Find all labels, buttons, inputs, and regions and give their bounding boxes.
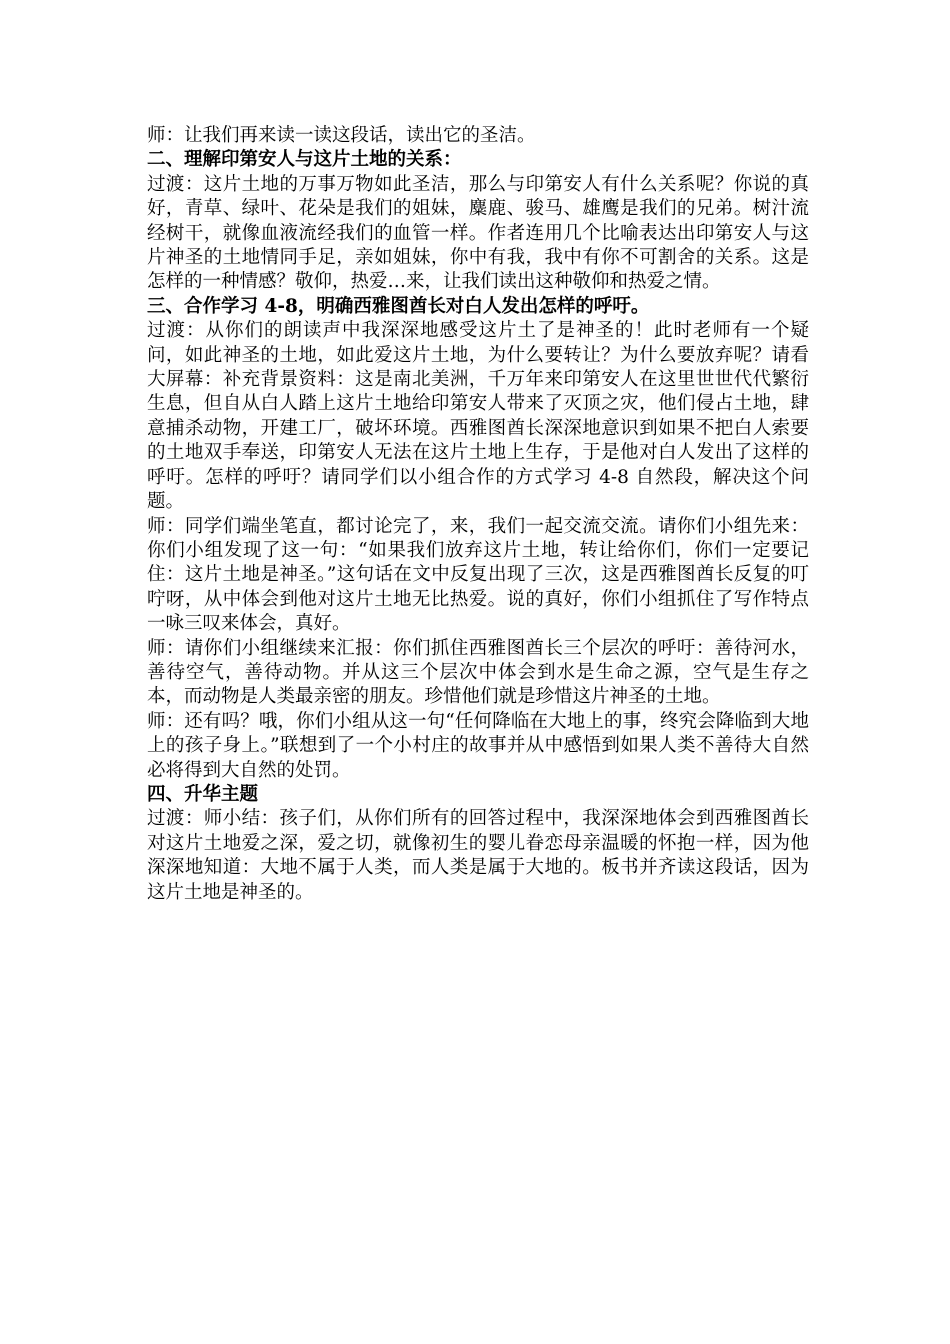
paragraph-transition-relationship: 过渡：这片土地的万事万物如此圣洁，那么与印第安人有什么关系呢？你说的真好，青草、绿叶、花朵是我们的姐妹，麋鹿、骏马、雄鹰是我们的兄弟。树汁流经树干，就像血液流经我们的血管一样。作者连用几个比喻表达出印第安人与这片神圣的土地情同手足，亲如姐妹，你中有我，我中有你不可割舍的关系。这是怎样的一种情感？敬仰，热爱…来，让我们读出这种敬仰和热爱之情。 bbox=[147, 173, 809, 293]
paragraph-teacher-group-two: 师：请你们小组继续来汇报：你们抓住西雅图酋长三个层次的呼吁：善待河水，善待空气，善待动物。并从这三个层次中体会到水是生命之源，空气是生存之本，而动物是人类最亲密的朋友。珍惜他们就是珍惜这片神圣的土地。 bbox=[147, 637, 809, 708]
paragraph-teacher-group-one: 师：同学们端坐笔直，都讨论完了，来，我们一起交流交流。请你们小组先来：你们小组发现了这一句：“如果我们放弃这片土地，转让给你们，你们一定要记住：这片土地是神圣。”这句话在文中反复出现了三次，这是西雅图酋长反复的叮咛呀，从中体会到他对这片土地无比热爱。说的真好，你们小组抓住了写作特点一咏三叹来体会，真好。 bbox=[147, 515, 809, 635]
paragraph-teacher-group-three: 师：还有吗？哦，你们小组从这一句“任何降临在大地上的事，终究会降临到大地上的孩子身上。”联想到了一个小村庄的故事并从中感悟到如果人类不善待大自然必将得到大自然的处罚。 bbox=[147, 710, 809, 781]
paragraph-transition-summary: 过渡：师小结：孩子们，从你们所有的回答过程中，我深深地体会到西雅图酋长对这片土地爱之深，爱之切，就像初生的婴儿眷恋母亲温暖的怀抱一样，因为他深深地知道：大地不属于人类，而人类是属于大地的。板书并齐读这段话，因为这片土地是神圣的。 bbox=[147, 808, 809, 903]
section-heading-2: 二、理解印第安人与这片土地的关系： bbox=[147, 149, 462, 171]
paragraph-teacher-reread: 师：让我们再来读一读这段话，读出它的圣洁。 bbox=[147, 125, 536, 146]
section-heading-3: 三、合作学习 4-8，明确西雅图酋长对白人发出怎样的呼吁。 bbox=[147, 295, 650, 317]
section-heading-4: 四、升华主题 bbox=[147, 783, 259, 805]
document-page bbox=[147, 124, 809, 905]
paragraph-transition-background: 过渡：从你们的朗读声中我深深地感受这片土了是神圣的！此时老师有一个疑问，如此神圣的土地，如此爱这片土地，为什么要转让？为什么要放弃呢？请看大屏幕：补充背景资料：这是南北美洲，千万年来印第安人在这里世世代代繁衍生息，但自从白人踏上这片土地给印第安人带来了灭顶之灾，他们侵占土地，肆意捕杀动物，开建工厂，破坏环境。西雅图酋长深深地意识到如果不把白人索要的土地双手奉送，印第安人无法在这片土地上生存，于是他对白人发出了这样的呼吁。怎样的呼吁？请同学们以小组合作的方式学习 4-8 自然段，解决这个问题。 bbox=[147, 320, 809, 513]
